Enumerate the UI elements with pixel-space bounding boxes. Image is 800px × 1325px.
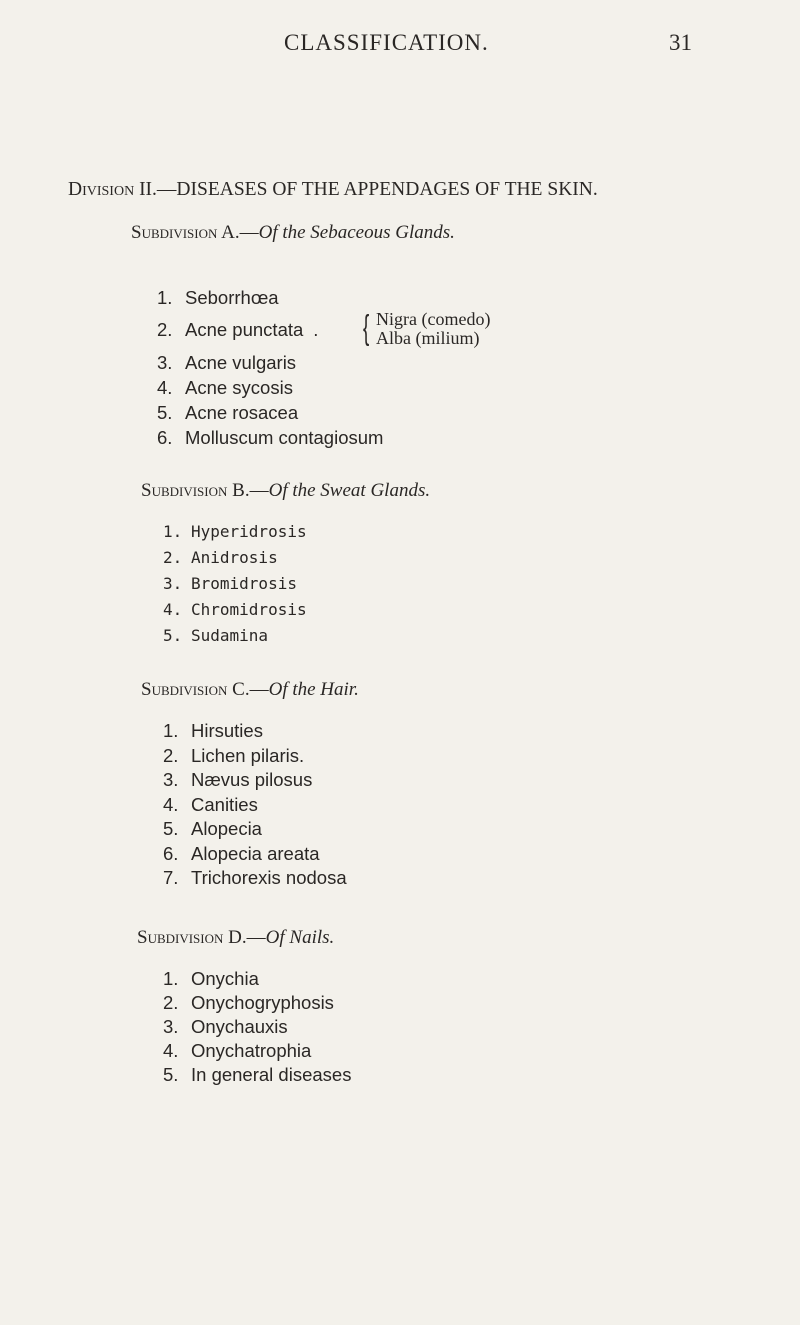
list-item: 4. Onychatrophia	[163, 1040, 312, 1061]
subdivision-d-list	[163, 967, 351, 1087]
page-number: 31	[669, 30, 692, 55]
subdivision-label: Subdivision	[131, 222, 218, 243]
list-item: 7. Trichorexis nodosa	[163, 867, 347, 888]
list-item: 2. Lichen pilaris.	[163, 744, 305, 766]
subdivision-label: Subdivision	[137, 927, 224, 948]
subdivision-title: Of the Sebaceous Glands.	[258, 222, 455, 243]
list-item: 1. Seborrhœa	[157, 287, 279, 308]
list-item: 2. Anidrosis	[163, 548, 278, 567]
division-label: Division	[68, 179, 135, 200]
subdivision-letter: D.—	[228, 927, 266, 948]
division-text: II.—DISEASES OF THE APPENDAGES OF THE SKIN.	[139, 179, 598, 200]
list-item: 6. Alopecia areata	[163, 842, 320, 864]
subdivision-d-heading	[137, 927, 334, 949]
list-item: 5. Acne rosacea	[157, 402, 299, 423]
list-item: 2. Onychogryphosis	[163, 992, 334, 1013]
list-item: 3. Onychauxis	[163, 1016, 288, 1037]
list-item: 3. Bromidrosis	[163, 574, 297, 593]
list-item: 3. Nævus pilosus	[163, 769, 313, 790]
list-item: 4. Canities	[163, 793, 258, 815]
variant-group	[376, 310, 490, 348]
subdivision-c-heading	[141, 679, 359, 701]
list-item: 1. Hirsuties	[163, 720, 263, 741]
list-item: 4. Chromidrosis	[163, 600, 307, 619]
list-item: 2. Acne punctata . { Nigra (comedo) Alba (milium)	[157, 309, 491, 348]
variant-alba: Alba (milium)	[376, 328, 480, 348]
division-heading	[68, 179, 598, 201]
variant-nigra: Nigra (comedo)	[376, 309, 491, 329]
subdivision-a-heading	[131, 222, 455, 244]
subdivision-c-list	[163, 719, 347, 891]
list-item: 4. Acne sycosis	[157, 377, 293, 398]
brace-glyph: {	[363, 309, 370, 347]
list-item: 1. Onychia	[163, 968, 259, 989]
list-item: 3. Acne vulgaris	[157, 352, 297, 373]
subdivision-title: Of the Hair.	[268, 679, 359, 700]
running-title: CLASSIFICATION.	[284, 30, 489, 55]
subdivision-letter: B.—	[232, 480, 269, 501]
list-item: 6. Molluscum contagiosum	[157, 427, 384, 448]
subdivision-b-heading	[141, 480, 430, 502]
subdivision-letter: C.—	[232, 679, 269, 700]
list-item: 1. Hyperidrosis	[163, 522, 307, 541]
list-item: 5. Alopecia	[163, 818, 262, 839]
subdivision-a-list	[157, 285, 491, 450]
list-item: 5. Sudamina	[163, 626, 269, 645]
subdivision-title: Of the Sweat Glands.	[268, 480, 431, 501]
subdivision-b-list	[163, 519, 307, 649]
subdivision-letter: A.—	[221, 222, 259, 243]
subdivision-label: Subdivision	[141, 679, 228, 700]
running-head	[0, 30, 800, 60]
subdivision-title: Of Nails.	[265, 927, 335, 948]
list-item: 5. In general diseases	[163, 1064, 352, 1085]
subdivision-label: Subdivision	[141, 480, 228, 501]
